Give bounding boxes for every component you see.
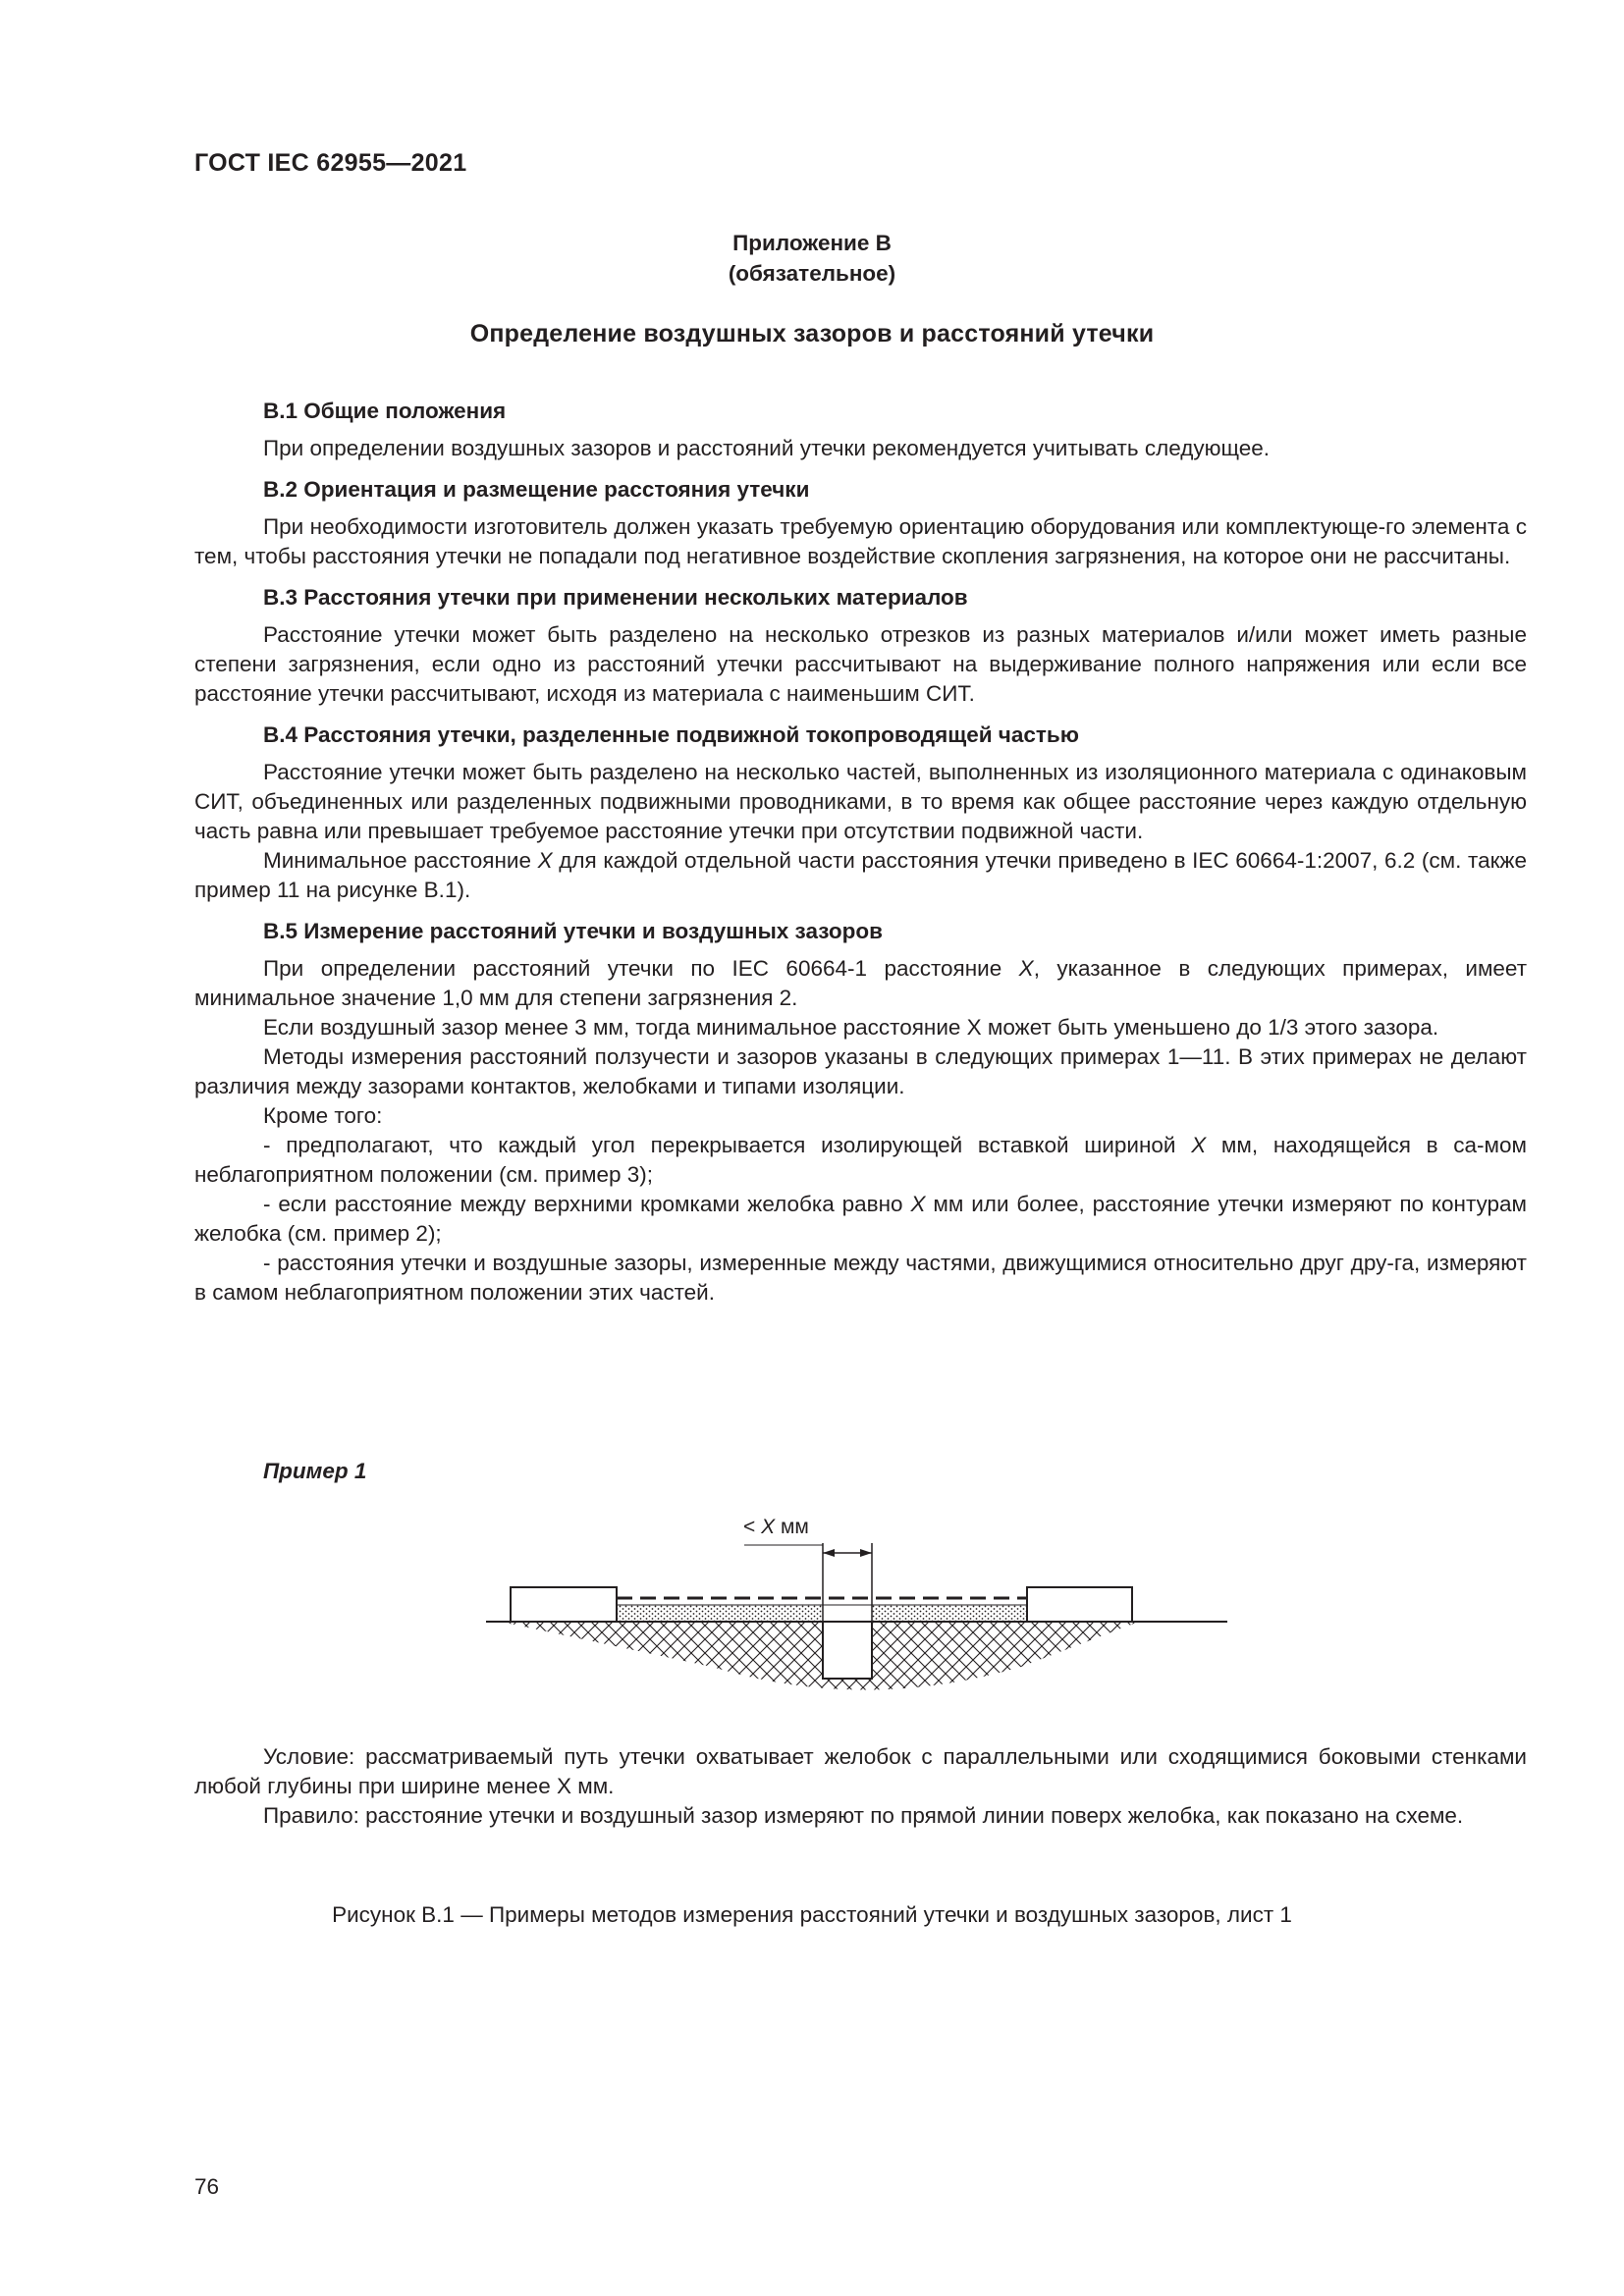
pollution-layer-left — [617, 1605, 823, 1622]
groove — [823, 1622, 872, 1679]
text-run: < — [743, 1516, 762, 1538]
page-number: 76 — [194, 2174, 220, 2199]
paragraph: Расстояние утечки может быть разделено на несколько частей, выполненных из изоляционного материала с одинаковым СИТ, объединенных или разделенных подвижными проводниками, в то время как общее расстояние через каждую отдельную часть равна или превышает требуемое расстояние утечки при отсутствии подвижной части. — [194, 760, 1527, 843]
paragraph: Кроме того: — [263, 1103, 383, 1128]
figure-caption: Рисунок В.1 — Примеры методов измерения расстояний утечки и воздушных зазоров, лист 1 — [332, 1902, 1292, 1927]
section-heading: В.4 Расстояния утечки, разделенные подвижной токопроводящей частью — [263, 722, 1079, 747]
list-item: - расстояния утечки и воздушные зазоры, измеренные между частями, движущимися относительно друг дру-га, измеряют в самом неблагоприятном положении этих частей. — [194, 1251, 1527, 1305]
paragraph — [194, 954, 1527, 1013]
annex-status: (обязательное) — [728, 261, 896, 286]
dimension-label — [743, 1516, 809, 1539]
groove-diagram — [471, 1502, 1237, 1708]
section-b4 — [194, 721, 1527, 905]
section-heading: В.1 Общие положения — [263, 399, 507, 423]
section-b1 — [194, 397, 1527, 463]
section-heading: В.5 Измерение расстояний утечки и воздушных зазоров — [263, 919, 883, 943]
section-heading: В.3 Расстояния утечки при применении нескольких материалов — [263, 585, 968, 610]
text-run: - если расстояние между верхними кромками желобка равно — [263, 1192, 911, 1216]
text-run: мм — [775, 1516, 809, 1538]
paragraph: Методы измерения расстояний ползучести и зазоров указаны в следующих примерах 1—11. В этих примерах не делают различия между зазорами контактов, желобками и типами изоляции. — [194, 1044, 1527, 1098]
figure-example-1 — [471, 1502, 1237, 1708]
annex-label: Приложение В — [732, 231, 892, 255]
rule-text: Правило: расстояние утечки и воздушный зазор измеряют по прямой линии поверх желобка, как показано на схеме. — [263, 1803, 1464, 1828]
section-b2 — [194, 475, 1527, 571]
conductor-left — [511, 1587, 617, 1622]
text-run: - предполагают, что каждый угол перекрывается изолирующей вставкой шириной — [263, 1133, 1192, 1157]
paragraph: Если воздушный зазор менее 3 мм, тогда минимальное расстояние X может быть уменьшено до 1/3 этого зазора. — [263, 1015, 1439, 1040]
paragraph — [194, 846, 1527, 905]
text-run: Минимальное расстояние — [263, 848, 538, 873]
text-run: мм или более, расстояние утечки измеряют по контурам желобка (см. пример 2); — [194, 1192, 1528, 1246]
paragraph: При необходимости изготовитель должен указать требуемую ориентацию оборудования или комплектующе-го элемента с тем, чтобы расстояния утечки не попадали под негативное воздействие скопления загрязнения, на которое они не рассчитаны. — [194, 514, 1527, 568]
paragraph: При определении воздушных зазоров и расстояний утечки рекомендуется учитывать следующее. — [263, 436, 1271, 460]
arrow-right — [860, 1549, 872, 1557]
example-title: Пример 1 — [263, 1459, 367, 1483]
document-id: ГОСТ IEC 62955—2021 — [194, 149, 467, 177]
arrow-left — [823, 1549, 835, 1557]
section-heading: В.2 Ориентация и размещение расстояния утечки — [263, 477, 810, 502]
list-item — [194, 1131, 1527, 1190]
condition-text: Условие: рассматриваемый путь утечки охватывает желобок с параллельными или сходящимися боковыми стенками любой глубины при ширине менее X мм. — [194, 1744, 1527, 1798]
pollution-layer-right — [872, 1605, 1027, 1622]
conductor-right — [1027, 1587, 1132, 1622]
figure-notes — [194, 1742, 1527, 1831]
text-run: мм, находящейся в са-мом неблагоприятном положении (см. пример 3); — [194, 1133, 1527, 1187]
list-item — [194, 1190, 1527, 1249]
text-run: , указанное в следующих примерах, имеет минимальное значение 1,0 мм для степени загрязнения 2. — [194, 956, 1527, 1010]
variable-x: X — [1191, 1133, 1207, 1157]
variable-x: X — [537, 848, 553, 873]
text-run: При определении расстояний утечки по IEC 60664-1 расстояние — [263, 956, 1019, 981]
variable-x: X — [1018, 956, 1034, 981]
paragraph: Расстояние утечки может быть разделено на несколько отрезков из разных материалов и/или может иметь разные степени загрязнения, если одно из расстояний утечки рассчитывают на выдерживание полного напряжения или если все расстояние утечки рассчитывают, исходя из материала с наименьшим СИТ. — [194, 622, 1527, 706]
annex-title: Определение воздушных зазоров и расстояний утечки — [469, 320, 1155, 347]
text-run: для каждой отдельной части расстояния утечки приведено в IEC 60664-1:2007, 6.2 (см. также пример 11 на рисунке В.1). — [194, 848, 1527, 902]
variable-x: X — [910, 1192, 926, 1216]
annex-heading — [0, 228, 1624, 289]
section-b5 — [194, 917, 1527, 1308]
substrate-hatch — [501, 1622, 1139, 1690]
section-b3 — [194, 583, 1527, 709]
variable-x: X — [761, 1516, 776, 1538]
main-content — [194, 397, 1527, 1319]
